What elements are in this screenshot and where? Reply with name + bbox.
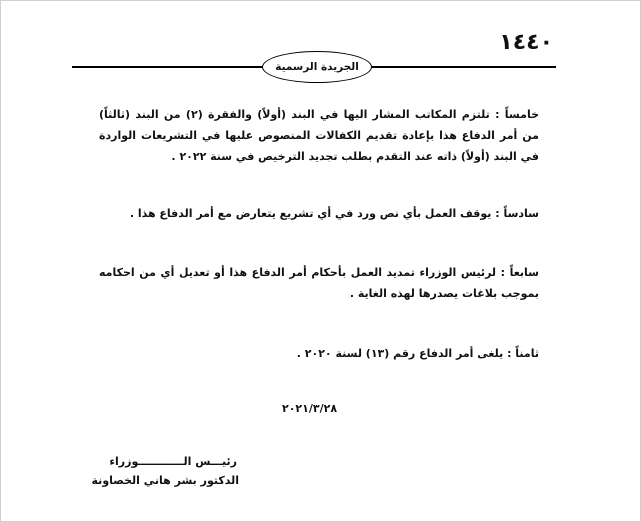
signatory-name: الدكتور بشر هاني الخصاونة (91, 474, 239, 487)
article-seventh: سابعاً : لرئيس الوزراء تمديد العمل بأحكام أمر الدفاع هذا أو تعديل أي من احكامه بموجب بلاغات يصدرها لهذه الغاية . (99, 266, 539, 300)
issue-date: ٢٠٢١/٣/٢٨ (282, 402, 338, 415)
page-number: ١٤٤٠ (499, 30, 553, 55)
signatory-title: رئيـــس الــــــــــــوزراء (109, 455, 237, 468)
article-sixth: سادساً : يوقف العمل بأي نص ورد في أي تشريع يتعارض مع أمر الدفاع هذا . (129, 207, 539, 220)
article-eighth: ثامناً : يلغى أمر الدفاع رقم (١٣) لسنة ٢٠٢٠ . (296, 347, 539, 360)
gazette-title-badge (262, 51, 372, 83)
gazette-title: الجريدة الرسمية (275, 61, 359, 73)
article-fifth: خامساً : تلتزم المكاتب المشار اليها في البند (أولاً) والفقرة (٢) من البند (ثالثاً) من أمر الدفاع هذا بإعادة تقديم الكفالات المنصوص عليها في التشريعات الواردة في البند (أولاً) ذاته عند التقدم بطلب تجديد الترخيص في سنة ٢٠٢٢ . (99, 108, 539, 163)
